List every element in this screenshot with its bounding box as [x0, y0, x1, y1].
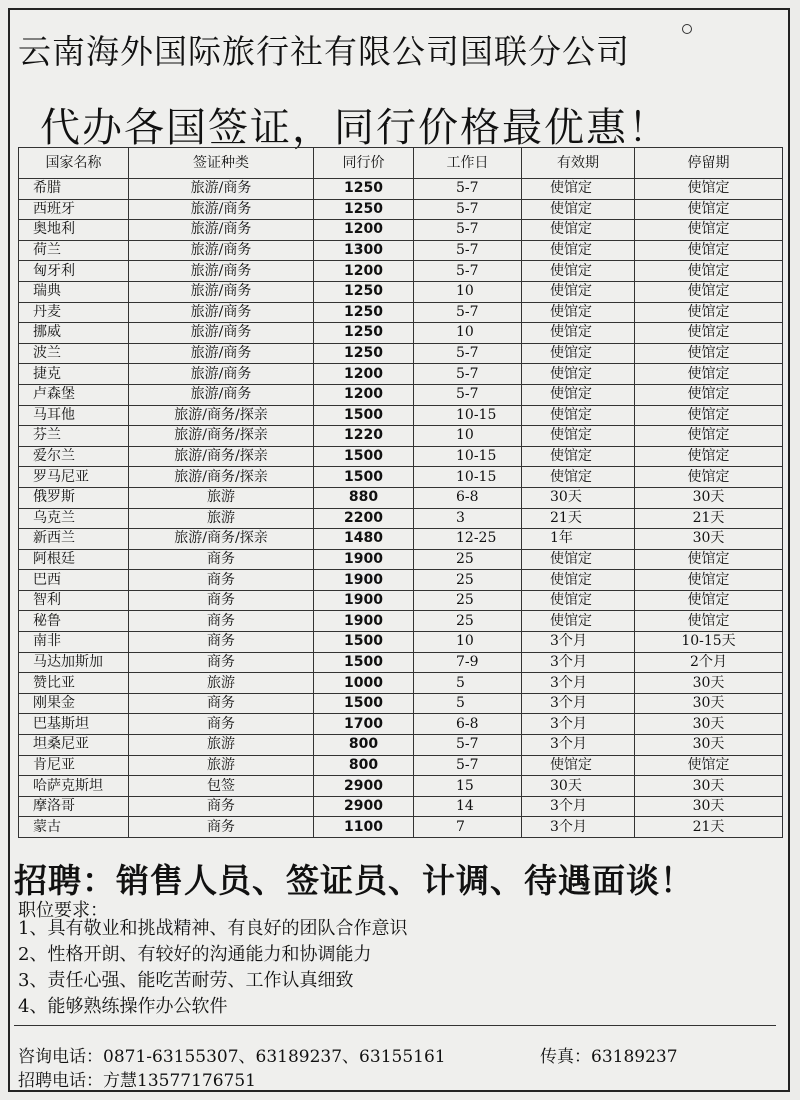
table-row	[19, 487, 783, 508]
workdays-cell: 14	[414, 796, 522, 817]
column-header-validity: 有效期	[522, 148, 635, 179]
table-row	[19, 611, 783, 632]
workdays-cell: 25	[414, 611, 522, 632]
validity-cell: 使馆定	[522, 570, 635, 591]
validity-cell: 3个月	[522, 652, 635, 673]
visa-type-cell: 商务	[129, 693, 314, 714]
table-row	[19, 796, 783, 817]
fax-number: 传真：63189237	[540, 1047, 678, 1067]
workdays-cell: 5	[414, 673, 522, 694]
visa-type-cell: 旅游/商务/探亲	[129, 405, 314, 426]
workdays-cell: 5-7	[414, 384, 522, 405]
validity-cell: 使馆定	[522, 261, 635, 282]
validity-cell: 使馆定	[522, 549, 635, 570]
visa-type-cell: 旅游/商务/探亲	[129, 426, 314, 447]
table-row	[19, 817, 783, 838]
workdays-cell: 7-9	[414, 652, 522, 673]
price-cell: 2200	[314, 508, 414, 529]
stay-cell: 使馆定	[635, 323, 783, 344]
price-cell: 1250	[314, 179, 414, 200]
validity-cell: 使馆定	[522, 384, 635, 405]
country-cell: 马达加斯加	[19, 652, 129, 673]
country-cell: 摩洛哥	[19, 796, 129, 817]
table-row	[19, 590, 783, 611]
price-cell: 1200	[314, 364, 414, 385]
price-cell: 1500	[314, 693, 414, 714]
country-cell: 匈牙利	[19, 261, 129, 282]
workdays-cell: 5-7	[414, 364, 522, 385]
visa-price-table	[18, 147, 783, 838]
country-cell: 刚果金	[19, 693, 129, 714]
recruit-title: 招聘：销售人员、签证员、计调、待遇面谈！	[14, 861, 694, 900]
country-cell: 罗马尼亚	[19, 467, 129, 488]
table-row	[19, 714, 783, 735]
validity-cell: 使馆定	[522, 426, 635, 447]
workdays-cell: 7	[414, 817, 522, 838]
country-cell: 捷克	[19, 364, 129, 385]
validity-cell: 使馆定	[522, 590, 635, 611]
table-header-row	[19, 148, 783, 179]
price-cell: 1900	[314, 590, 414, 611]
price-cell: 1250	[314, 302, 414, 323]
stay-cell: 21天	[635, 817, 783, 838]
workdays-cell: 10	[414, 323, 522, 344]
price-cell: 1220	[314, 426, 414, 447]
validity-cell: 使馆定	[522, 179, 635, 200]
stay-cell: 2个月	[635, 652, 783, 673]
country-cell: 芬兰	[19, 426, 129, 447]
validity-cell: 3个月	[522, 817, 635, 838]
workdays-cell: 25	[414, 590, 522, 611]
price-cell: 1200	[314, 384, 414, 405]
country-cell: 秘鲁	[19, 611, 129, 632]
price-cell: 1480	[314, 529, 414, 550]
workdays-cell: 15	[414, 776, 522, 797]
table-row	[19, 179, 783, 200]
recruit-phone: 招聘电话：方慧13577176751	[18, 1071, 256, 1091]
country-cell: 新西兰	[19, 529, 129, 550]
table-row	[19, 323, 783, 344]
validity-cell: 使馆定	[522, 323, 635, 344]
price-cell: 1900	[314, 570, 414, 591]
stay-cell: 21天	[635, 508, 783, 529]
country-cell: 希腊	[19, 179, 129, 200]
requirement-item: 2、性格开朗、有较好的沟通能力和协调能力	[18, 944, 372, 965]
country-cell: 阿根廷	[19, 549, 129, 570]
visa-type-cell: 旅游/商务	[129, 240, 314, 261]
workdays-cell: 3	[414, 508, 522, 529]
table-row	[19, 446, 783, 467]
country-cell: 瑞典	[19, 281, 129, 302]
price-cell: 1500	[314, 405, 414, 426]
visa-type-cell: 旅游	[129, 487, 314, 508]
stay-cell: 30天	[635, 776, 783, 797]
country-cell: 奥地利	[19, 220, 129, 241]
table-row	[19, 467, 783, 488]
visa-type-cell: 旅游/商务	[129, 179, 314, 200]
price-cell: 1200	[314, 220, 414, 241]
stay-cell: 使馆定	[635, 426, 783, 447]
table-row	[19, 343, 783, 364]
visa-type-cell: 旅游	[129, 673, 314, 694]
country-cell: 智利	[19, 590, 129, 611]
stay-cell: 10-15天	[635, 632, 783, 653]
price-cell: 1300	[314, 240, 414, 261]
visa-type-cell: 旅游/商务/探亲	[129, 446, 314, 467]
price-cell: 1700	[314, 714, 414, 735]
workdays-cell: 6-8	[414, 487, 522, 508]
company-name: 云南海外国际旅行社有限公司国联分公司	[18, 32, 630, 71]
workdays-cell: 5-7	[414, 261, 522, 282]
price-cell: 1900	[314, 611, 414, 632]
workdays-cell: 5-7	[414, 199, 522, 220]
workdays-cell: 5-7	[414, 220, 522, 241]
column-header-workdays: 工作日	[414, 148, 522, 179]
validity-cell: 3个月	[522, 693, 635, 714]
requirement-item: 1、具有敬业和挑战精神、有良好的团队合作意识	[18, 918, 408, 939]
validity-cell: 使馆定	[522, 611, 635, 632]
workdays-cell: 12-25	[414, 529, 522, 550]
table-row	[19, 549, 783, 570]
table-row	[19, 570, 783, 591]
validity-cell: 3个月	[522, 714, 635, 735]
footer-divider	[14, 1025, 776, 1026]
price-cell: 1200	[314, 261, 414, 282]
workdays-cell: 5-7	[414, 343, 522, 364]
visa-type-cell: 旅游/商务	[129, 364, 314, 385]
table-row	[19, 508, 783, 529]
stay-cell: 使馆定	[635, 549, 783, 570]
country-cell: 坦桑尼亚	[19, 735, 129, 756]
visa-type-cell: 旅游/商务	[129, 302, 314, 323]
validity-cell: 使馆定	[522, 281, 635, 302]
country-cell: 卢森堡	[19, 384, 129, 405]
workdays-cell: 10	[414, 281, 522, 302]
workdays-cell: 5-7	[414, 179, 522, 200]
requirements-list	[18, 916, 407, 1020]
stay-cell: 使馆定	[635, 343, 783, 364]
workdays-cell: 5-7	[414, 240, 522, 261]
validity-cell: 3个月	[522, 735, 635, 756]
visa-type-cell: 商务	[129, 796, 314, 817]
visa-type-cell: 旅游/商务	[129, 384, 314, 405]
visa-type-cell: 旅游/商务	[129, 199, 314, 220]
column-header-price: 同行价	[314, 148, 414, 179]
validity-cell: 30天	[522, 776, 635, 797]
table-row	[19, 755, 783, 776]
visa-type-cell: 商务	[129, 549, 314, 570]
stay-cell: 使馆定	[635, 755, 783, 776]
visa-type-cell: 旅游/商务	[129, 281, 314, 302]
table-row	[19, 632, 783, 653]
validity-cell: 3个月	[522, 632, 635, 653]
country-cell: 乌克兰	[19, 508, 129, 529]
workdays-cell: 5	[414, 693, 522, 714]
validity-cell: 3个月	[522, 673, 635, 694]
stay-cell: 使馆定	[635, 590, 783, 611]
workdays-cell: 6-8	[414, 714, 522, 735]
requirement-item: 3、责任心强、能吃苦耐劳、工作认真细致	[18, 970, 354, 991]
table-row	[19, 673, 783, 694]
validity-cell: 3个月	[522, 796, 635, 817]
stay-cell: 使馆定	[635, 611, 783, 632]
country-cell: 赞比亚	[19, 673, 129, 694]
stay-cell: 30天	[635, 796, 783, 817]
country-cell: 蒙古	[19, 817, 129, 838]
table-row	[19, 405, 783, 426]
stay-cell: 使馆定	[635, 384, 783, 405]
price-cell: 1250	[314, 199, 414, 220]
stay-cell: 30天	[635, 529, 783, 550]
stay-cell: 使馆定	[635, 261, 783, 282]
price-cell: 2900	[314, 776, 414, 797]
country-cell: 南非	[19, 632, 129, 653]
visa-type-cell: 商务	[129, 632, 314, 653]
validity-cell: 1年	[522, 529, 635, 550]
visa-type-cell: 旅游	[129, 508, 314, 529]
country-cell: 西班牙	[19, 199, 129, 220]
price-cell: 1250	[314, 343, 414, 364]
price-cell: 800	[314, 735, 414, 756]
workdays-cell: 10	[414, 632, 522, 653]
country-cell: 挪威	[19, 323, 129, 344]
price-cell: 1900	[314, 549, 414, 570]
country-cell: 爱尔兰	[19, 446, 129, 467]
price-cell: 1100	[314, 817, 414, 838]
table-row	[19, 281, 783, 302]
country-cell: 巴基斯坦	[19, 714, 129, 735]
stay-cell: 30天	[635, 487, 783, 508]
workdays-cell: 10	[414, 426, 522, 447]
stay-cell: 使馆定	[635, 570, 783, 591]
stay-cell: 使馆定	[635, 446, 783, 467]
visa-type-cell: 包签	[129, 776, 314, 797]
stay-cell: 使馆定	[635, 281, 783, 302]
stay-cell: 使馆定	[635, 220, 783, 241]
country-cell: 俄罗斯	[19, 487, 129, 508]
validity-cell: 30天	[522, 487, 635, 508]
visa-type-cell: 旅游/商务	[129, 220, 314, 241]
workdays-cell: 10-15	[414, 446, 522, 467]
country-cell: 哈萨克斯坦	[19, 776, 129, 797]
visa-type-cell: 旅游/商务	[129, 261, 314, 282]
visa-type-cell: 旅游/商务	[129, 343, 314, 364]
table-row	[19, 240, 783, 261]
price-cell: 1500	[314, 467, 414, 488]
workdays-cell: 5-7	[414, 755, 522, 776]
stay-cell: 30天	[635, 673, 783, 694]
validity-cell: 使馆定	[522, 199, 635, 220]
visa-type-cell: 商务	[129, 570, 314, 591]
visa-type-cell: 商务	[129, 611, 314, 632]
country-cell: 马耳他	[19, 405, 129, 426]
consult-phone: 咨询电话：0871-63155307、63189237、63155161	[18, 1047, 446, 1067]
workdays-cell: 25	[414, 570, 522, 591]
column-header-country: 国家名称	[19, 148, 129, 179]
stay-cell: 使馆定	[635, 405, 783, 426]
validity-cell: 使馆定	[522, 343, 635, 364]
price-cell: 1250	[314, 323, 414, 344]
validity-cell: 使馆定	[522, 240, 635, 261]
workdays-cell: 10-15	[414, 405, 522, 426]
price-cell: 880	[314, 487, 414, 508]
price-cell: 1250	[314, 281, 414, 302]
table-row	[19, 652, 783, 673]
visa-type-cell: 旅游/商务/探亲	[129, 529, 314, 550]
price-cell: 1500	[314, 652, 414, 673]
table-row	[19, 735, 783, 756]
country-cell: 荷兰	[19, 240, 129, 261]
country-cell: 波兰	[19, 343, 129, 364]
workdays-cell: 5-7	[414, 735, 522, 756]
table-row	[19, 364, 783, 385]
column-header-stay: 停留期	[635, 148, 783, 179]
stay-cell: 使馆定	[635, 199, 783, 220]
stay-cell: 使馆定	[635, 302, 783, 323]
table-row	[19, 261, 783, 282]
table-row	[19, 384, 783, 405]
price-cell: 1500	[314, 446, 414, 467]
stay-cell: 30天	[635, 693, 783, 714]
stay-cell: 30天	[635, 735, 783, 756]
validity-cell: 使馆定	[522, 220, 635, 241]
table-row	[19, 693, 783, 714]
country-cell: 肯尼亚	[19, 755, 129, 776]
table-row	[19, 529, 783, 550]
validity-cell: 使馆定	[522, 364, 635, 385]
stay-cell: 使馆定	[635, 467, 783, 488]
requirement-item: 4、能够熟练操作办公软件	[18, 996, 228, 1017]
visa-headline: 代办各国签证，同行价格最优惠！	[40, 105, 670, 151]
price-cell: 1000	[314, 673, 414, 694]
table-row	[19, 199, 783, 220]
visa-type-cell: 商务	[129, 652, 314, 673]
price-cell: 800	[314, 755, 414, 776]
stay-cell: 使馆定	[635, 179, 783, 200]
visa-type-cell: 旅游	[129, 755, 314, 776]
stay-cell: 使馆定	[635, 364, 783, 385]
requirements-heading: 职位要求：	[18, 900, 108, 921]
validity-cell: 使馆定	[522, 467, 635, 488]
table-row	[19, 302, 783, 323]
country-cell: 丹麦	[19, 302, 129, 323]
workdays-cell: 5-7	[414, 302, 522, 323]
country-cell: 巴西	[19, 570, 129, 591]
validity-cell: 使馆定	[522, 302, 635, 323]
table-row	[19, 776, 783, 797]
stay-cell: 使馆定	[635, 240, 783, 261]
visa-type-cell: 商务	[129, 714, 314, 735]
validity-cell: 使馆定	[522, 755, 635, 776]
visa-type-cell: 商务	[129, 590, 314, 611]
decorative-dot-icon	[682, 24, 692, 34]
table-body	[19, 179, 783, 838]
table-row	[19, 220, 783, 241]
workdays-cell: 25	[414, 549, 522, 570]
validity-cell: 使馆定	[522, 405, 635, 426]
visa-type-cell: 旅游/商务	[129, 323, 314, 344]
validity-cell: 使馆定	[522, 446, 635, 467]
stay-cell: 30天	[635, 714, 783, 735]
validity-cell: 21天	[522, 508, 635, 529]
visa-type-cell: 旅游	[129, 735, 314, 756]
price-cell: 2900	[314, 796, 414, 817]
workdays-cell: 10-15	[414, 467, 522, 488]
table-row	[19, 426, 783, 447]
column-header-visa-type: 签证种类	[129, 148, 314, 179]
visa-type-cell: 商务	[129, 817, 314, 838]
price-cell: 1500	[314, 632, 414, 653]
visa-type-cell: 旅游/商务/探亲	[129, 467, 314, 488]
